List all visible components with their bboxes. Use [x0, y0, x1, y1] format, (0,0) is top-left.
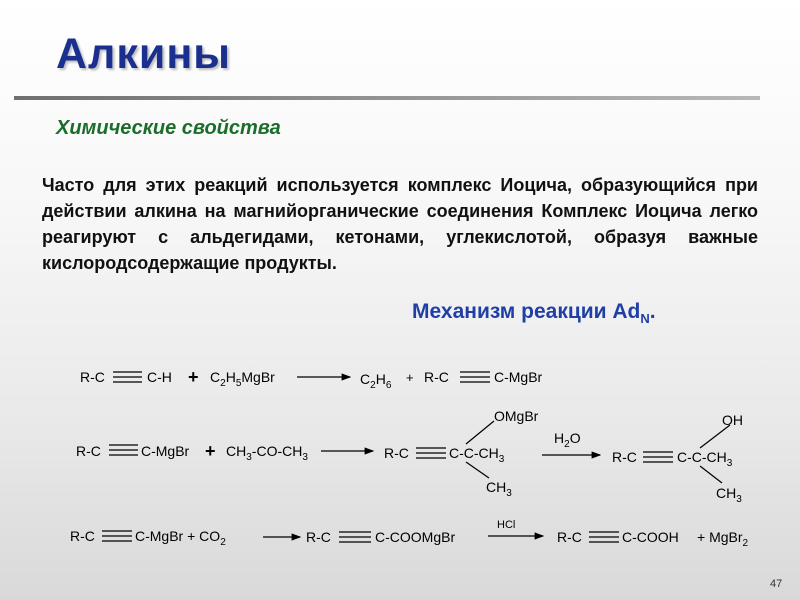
r2-a2: C-MgBr [141, 443, 190, 459]
r2-i-bond-up [466, 421, 494, 444]
r2-p-top: OH [722, 412, 743, 428]
r2-plus: + [205, 441, 216, 461]
r1-reagent: $C_2H_5MgBr$ [210, 369, 275, 389]
mechanism-text: Механизм реакции Ad [412, 300, 641, 323]
r1-reactant-left [80, 369, 105, 385]
mechanism-dot: . [649, 300, 656, 323]
r2-p2: $C-C-CH_3$ [677, 449, 733, 469]
r3-intermediate-triple-bond [339, 532, 371, 542]
r3-p2: C-COOH [622, 529, 679, 545]
r3-cond: HCl [497, 519, 516, 531]
r2-product-triple-bond [643, 452, 673, 462]
r3-i2: C-COOMgBr [375, 529, 456, 545]
r1-plus2: + [406, 370, 414, 385]
r2-i-top: OMgBr [494, 408, 539, 424]
r2-p-bond-down [700, 466, 722, 483]
r1-a2: C-H [147, 369, 172, 385]
r2-i1: R-C [384, 445, 409, 461]
r2-p1: R-C [612, 449, 637, 465]
r1-p1: R-C [424, 369, 449, 385]
r2-i2: $C-C-CH_3$ [449, 445, 505, 465]
r3-product-triple-bond [589, 532, 619, 542]
r1-product-triple-bond [460, 372, 490, 382]
r3-i1: R-C [306, 529, 331, 545]
r2-cond: $H_2O$ [554, 430, 581, 450]
r1-prod1: $C_2H_6$ [360, 371, 392, 391]
reaction-3 [70, 519, 749, 549]
r3-p1: R-C [557, 529, 582, 545]
r2-triple-bond [109, 445, 138, 455]
r1-a1: R-C [80, 369, 105, 385]
r3-a2: C-MgBr + $CO_2$ [135, 528, 226, 548]
r3-p3: + MgBr$_2$ [697, 529, 749, 549]
r2-intermediate-triple-bond [416, 448, 446, 458]
r2-i-bond-down [466, 462, 489, 478]
page-number: 47 [770, 578, 783, 590]
r2-i-bottom: $CH_3$ [486, 479, 512, 499]
reaction-1 [80, 367, 543, 391]
body-paragraph: Часто для этих реакций используется комплекс Иоцича, образующийся при действии алкина на магнийорганические соединения Комплекс Иоцича легко реагируют с альдегидами, кетонами, углекислотой, образуя важные кислородсодержащие продукты. [42, 175, 758, 273]
r2-p-bottom: $CH_3$ [716, 485, 742, 505]
r1-p2: C-MgBr [494, 369, 543, 385]
r2-reagent: $CH_3-CO-CH_3$ [226, 443, 308, 463]
slide-title: Алкины [56, 30, 232, 78]
reaction-2 [76, 408, 743, 505]
r2-a1: R-C [76, 443, 101, 459]
r3-triple-bond [102, 531, 132, 541]
mechanism-subscript: N [640, 311, 650, 327]
r1-plus: + [188, 367, 199, 387]
r3-a1: R-C [70, 528, 95, 544]
r1-triple-bond [113, 372, 142, 382]
slide-subtitle: Химические свойства [56, 117, 281, 139]
r2-p-bond-up [700, 425, 730, 448]
